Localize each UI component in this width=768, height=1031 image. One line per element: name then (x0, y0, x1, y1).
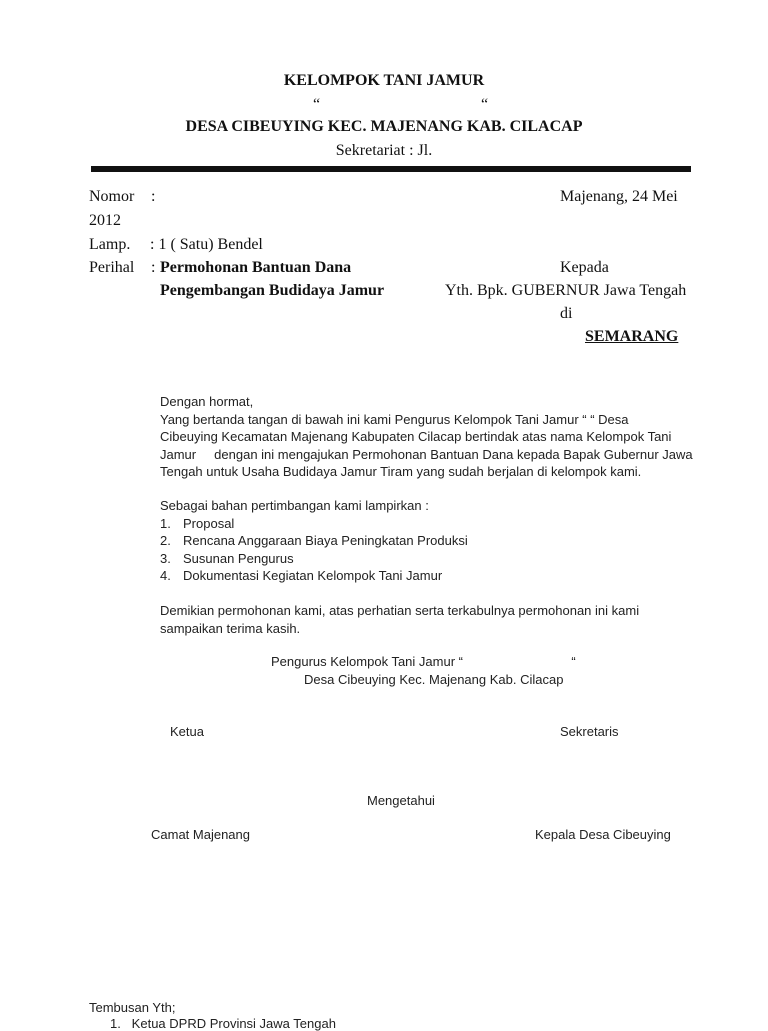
nomor-label: Nomor (89, 188, 135, 205)
perihal-label: Perihal (89, 259, 135, 276)
signature-org-line-2: Desa Cibeuying Kec. Majenang Kab. Cilacap (304, 672, 564, 687)
perihal-colon: : (151, 259, 156, 276)
list-text: Susunan Pengurus (183, 550, 294, 566)
letter-body (160, 393, 693, 481)
signature-mengetahui: Mengetahui (367, 793, 435, 808)
paragraph-1-line: Cibeuying Kecamatan Majenang Kabupaten Cilacap bertindak atas nama Kelompok Tani (160, 429, 672, 445)
signature-org-line-1: Pengurus Kelompok Tani Jamur “ “ (271, 654, 576, 669)
paragraph-1-line: Jamur dengan ini mengajukan Permohonan Bantuan Dana kepada Bapak Gubernur Jawa (160, 446, 693, 462)
recipient-name: Yth. Bpk. GUBERNUR Jawa Tengah (445, 282, 687, 299)
list-item (160, 550, 468, 568)
attachments-block (160, 497, 468, 585)
list-text: Dokumentasi Kegiatan Kelompok Tani Jamur (183, 568, 443, 584)
list-item (160, 567, 468, 585)
list-text: Rencana Anggaraan Biaya Peningkatan Produksi (183, 533, 468, 549)
attachments-intro: Sebagai bahan pertimbangan kami lampirkan : (160, 498, 429, 513)
paragraph-1-line: Tengah untuk Usaha Budidaya Jamur Tiram yang sudah berjalan di kelompok kami. (160, 464, 642, 480)
list-text: Proposal (183, 515, 235, 531)
letterhead-secretariat: Sekretariat : Jl. (335, 142, 433, 159)
lamp-label: Lamp. (89, 236, 131, 253)
paragraph-1-line: Yang bertanda tangan di bawah ini kami Pengurus Kelompok Tani Jamur “ “ Desa (160, 411, 629, 427)
list-item (160, 532, 468, 550)
letterhead-quote-close: “ (481, 96, 489, 113)
signature-sekretaris: Sekretaris (560, 724, 619, 739)
recipient-city: SEMARANG (585, 328, 679, 345)
letterhead-address: DESA CIBEUYING KEC. MAJENANG KAB. CILACAP (185, 118, 583, 135)
closing-line: sampaikan terima kasih. (160, 620, 301, 636)
signature-camat: Camat Majenang (151, 827, 250, 842)
list-item (160, 515, 468, 533)
letterhead-quote-open: “ (313, 96, 321, 113)
nomor-colon: : (151, 188, 156, 205)
letterhead-org-name: KELOMPOK TANI JAMUR (283, 72, 485, 89)
letterhead-divider (91, 166, 691, 172)
list-number: 1. (160, 515, 171, 531)
signature-ketua: Ketua (170, 724, 204, 739)
perihal-line-2: Pengembangan Budidaya Jamur (160, 282, 385, 299)
tembusan-label: Tembusan Yth; (89, 1000, 176, 1015)
greeting: Dengan hormat, (160, 394, 254, 409)
nomor-year: 2012 (89, 212, 121, 229)
place-date: Majenang, 24 Mei (560, 188, 678, 205)
closing-line: Demikian permohonan kami, atas perhatian serta terkabulnya permohonan ini kami (160, 603, 640, 618)
perihal-line-1: Permohonan Bantuan Dana (160, 259, 352, 276)
list-number: 4. (160, 568, 171, 584)
kepada-label: Kepada (560, 259, 609, 276)
signature-kepala-desa: Kepala Desa Cibeuying (535, 827, 671, 842)
closing-block (160, 602, 639, 637)
list-number: 3. (160, 550, 171, 566)
di-label: di (560, 305, 573, 322)
tembusan-item: 1. Ketua DPRD Provinsi Jawa Tengah (110, 1016, 336, 1031)
lamp-value: : 1 ( Satu) Bendel (150, 236, 263, 253)
list-number: 2. (160, 533, 171, 549)
